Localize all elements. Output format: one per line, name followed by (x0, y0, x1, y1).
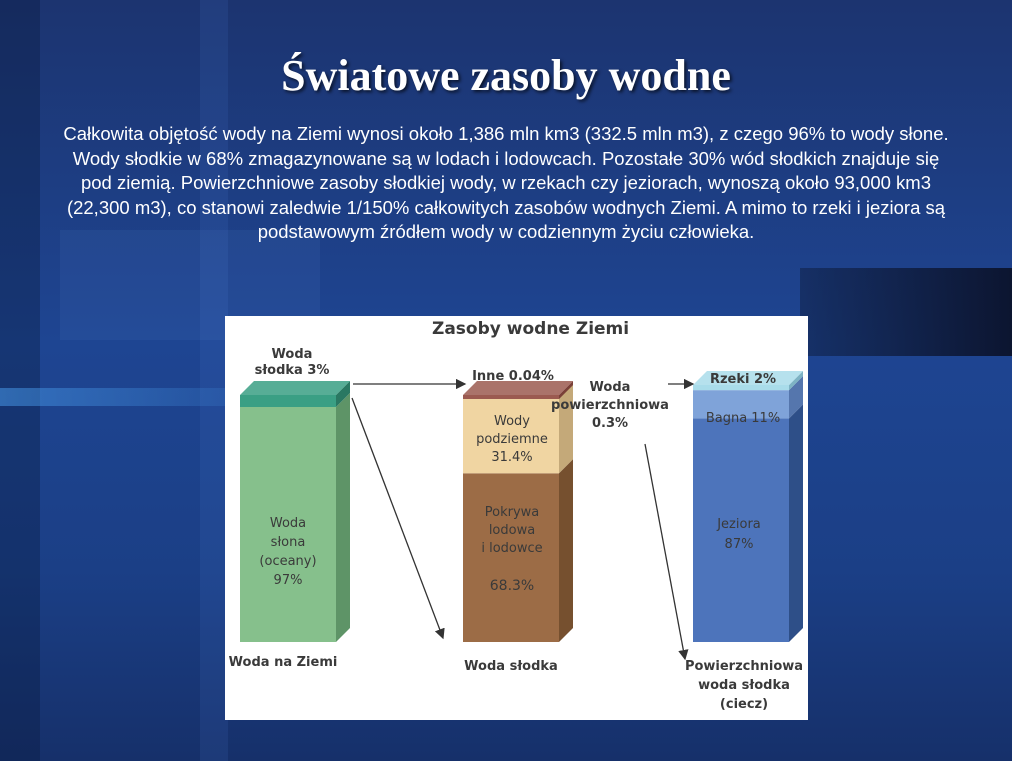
water-resources-chart (225, 316, 808, 720)
background-panel-dark (800, 268, 1012, 356)
label-rivers: Rzeki 2% (709, 372, 777, 387)
label-lakes-line-2: 87% (724, 537, 754, 552)
background-band (200, 0, 228, 761)
bar-salt-water-side (336, 393, 350, 642)
bar-fresh-water (240, 395, 336, 407)
bar-other (463, 395, 559, 399)
slide-description: Całkowita objętość wody na Ziemi wynosi około 1,386 mln km3 (332.5 mln m3), z czego 96% to wody słone. Wody słodkie w 68% zmagazynowane są w lodach i lodowcach. Pozostałe 30% wód słodkich znajduje się pod ziemią. Powierzchniowe zasoby słodkiej wody, w rzekach czy jeziorach, wynoszą około 93,000 km3 (22,300 m3), co stanowi zaledwie 1/150% całkowitych zasobów wodnych Ziemi. A mimo to rzeki i jeziora są podstawowym źródłem wody w codziennym życiu człowieka. (63, 123, 949, 242)
label-salt-water-line-3: (oceany) (259, 554, 317, 569)
label-other: Inne 0.04% (472, 369, 554, 384)
slide-title: Światowe zasoby wodne (281, 51, 731, 100)
bar-fresh-water-top (240, 381, 350, 395)
label-surface-water-line-3: 0.3% (591, 416, 629, 431)
chart-panel (225, 316, 808, 720)
category-label-surface-fresh-water-line-2: woda słodka (698, 678, 790, 693)
category-label-earth-water: Woda na Ziemi (228, 655, 338, 670)
label-surface-water-line-1: Woda (589, 380, 631, 395)
label-groundwater-line-3: 31.4% (491, 450, 533, 465)
label-ice-glaciers-line-3: i lodowce (481, 541, 543, 556)
label-surface-water-line-2: powierzchniowa (551, 398, 669, 413)
label-fresh-water-line-2: słodka 3% (254, 363, 330, 378)
arrow-fresh-to-fresh-base (352, 398, 443, 638)
label-fresh-water-line-1: Woda (271, 347, 313, 362)
category-label-fresh-water: Woda słodka (464, 659, 558, 674)
background-stripe (0, 388, 240, 406)
label-ice-glaciers-line-1: Pokrywa (484, 505, 540, 520)
bar-ice-glaciers-side (559, 459, 573, 642)
label-ice-glaciers-line-2: lodowa (488, 523, 536, 538)
label-ice-percent: 68.3% (489, 578, 535, 594)
bar-lakes-side (789, 404, 803, 642)
category-label-surface-fresh-water-line-3: (ciecz) (719, 697, 769, 712)
label-salt-water-line-1: Woda (269, 516, 307, 531)
label-groundwater-line-2: podziemne (476, 432, 548, 447)
chart-title: Zasoby wodne Ziemi (432, 319, 630, 339)
bar-ice-glaciers (463, 473, 559, 642)
arrow-surface-to-surface-base (645, 444, 685, 659)
label-lakes-line-1: Jeziora (717, 517, 761, 532)
label-swamps: Bagna 11% (705, 411, 781, 426)
background-band-left (0, 0, 40, 761)
label-salt-water-line-2: słona (270, 535, 306, 550)
category-label-surface-fresh-water-line-1: Powierzchniowa (684, 659, 804, 674)
label-salt-water-line-4: 97% (273, 573, 303, 588)
label-groundwater-line-1: Wody (494, 414, 530, 429)
